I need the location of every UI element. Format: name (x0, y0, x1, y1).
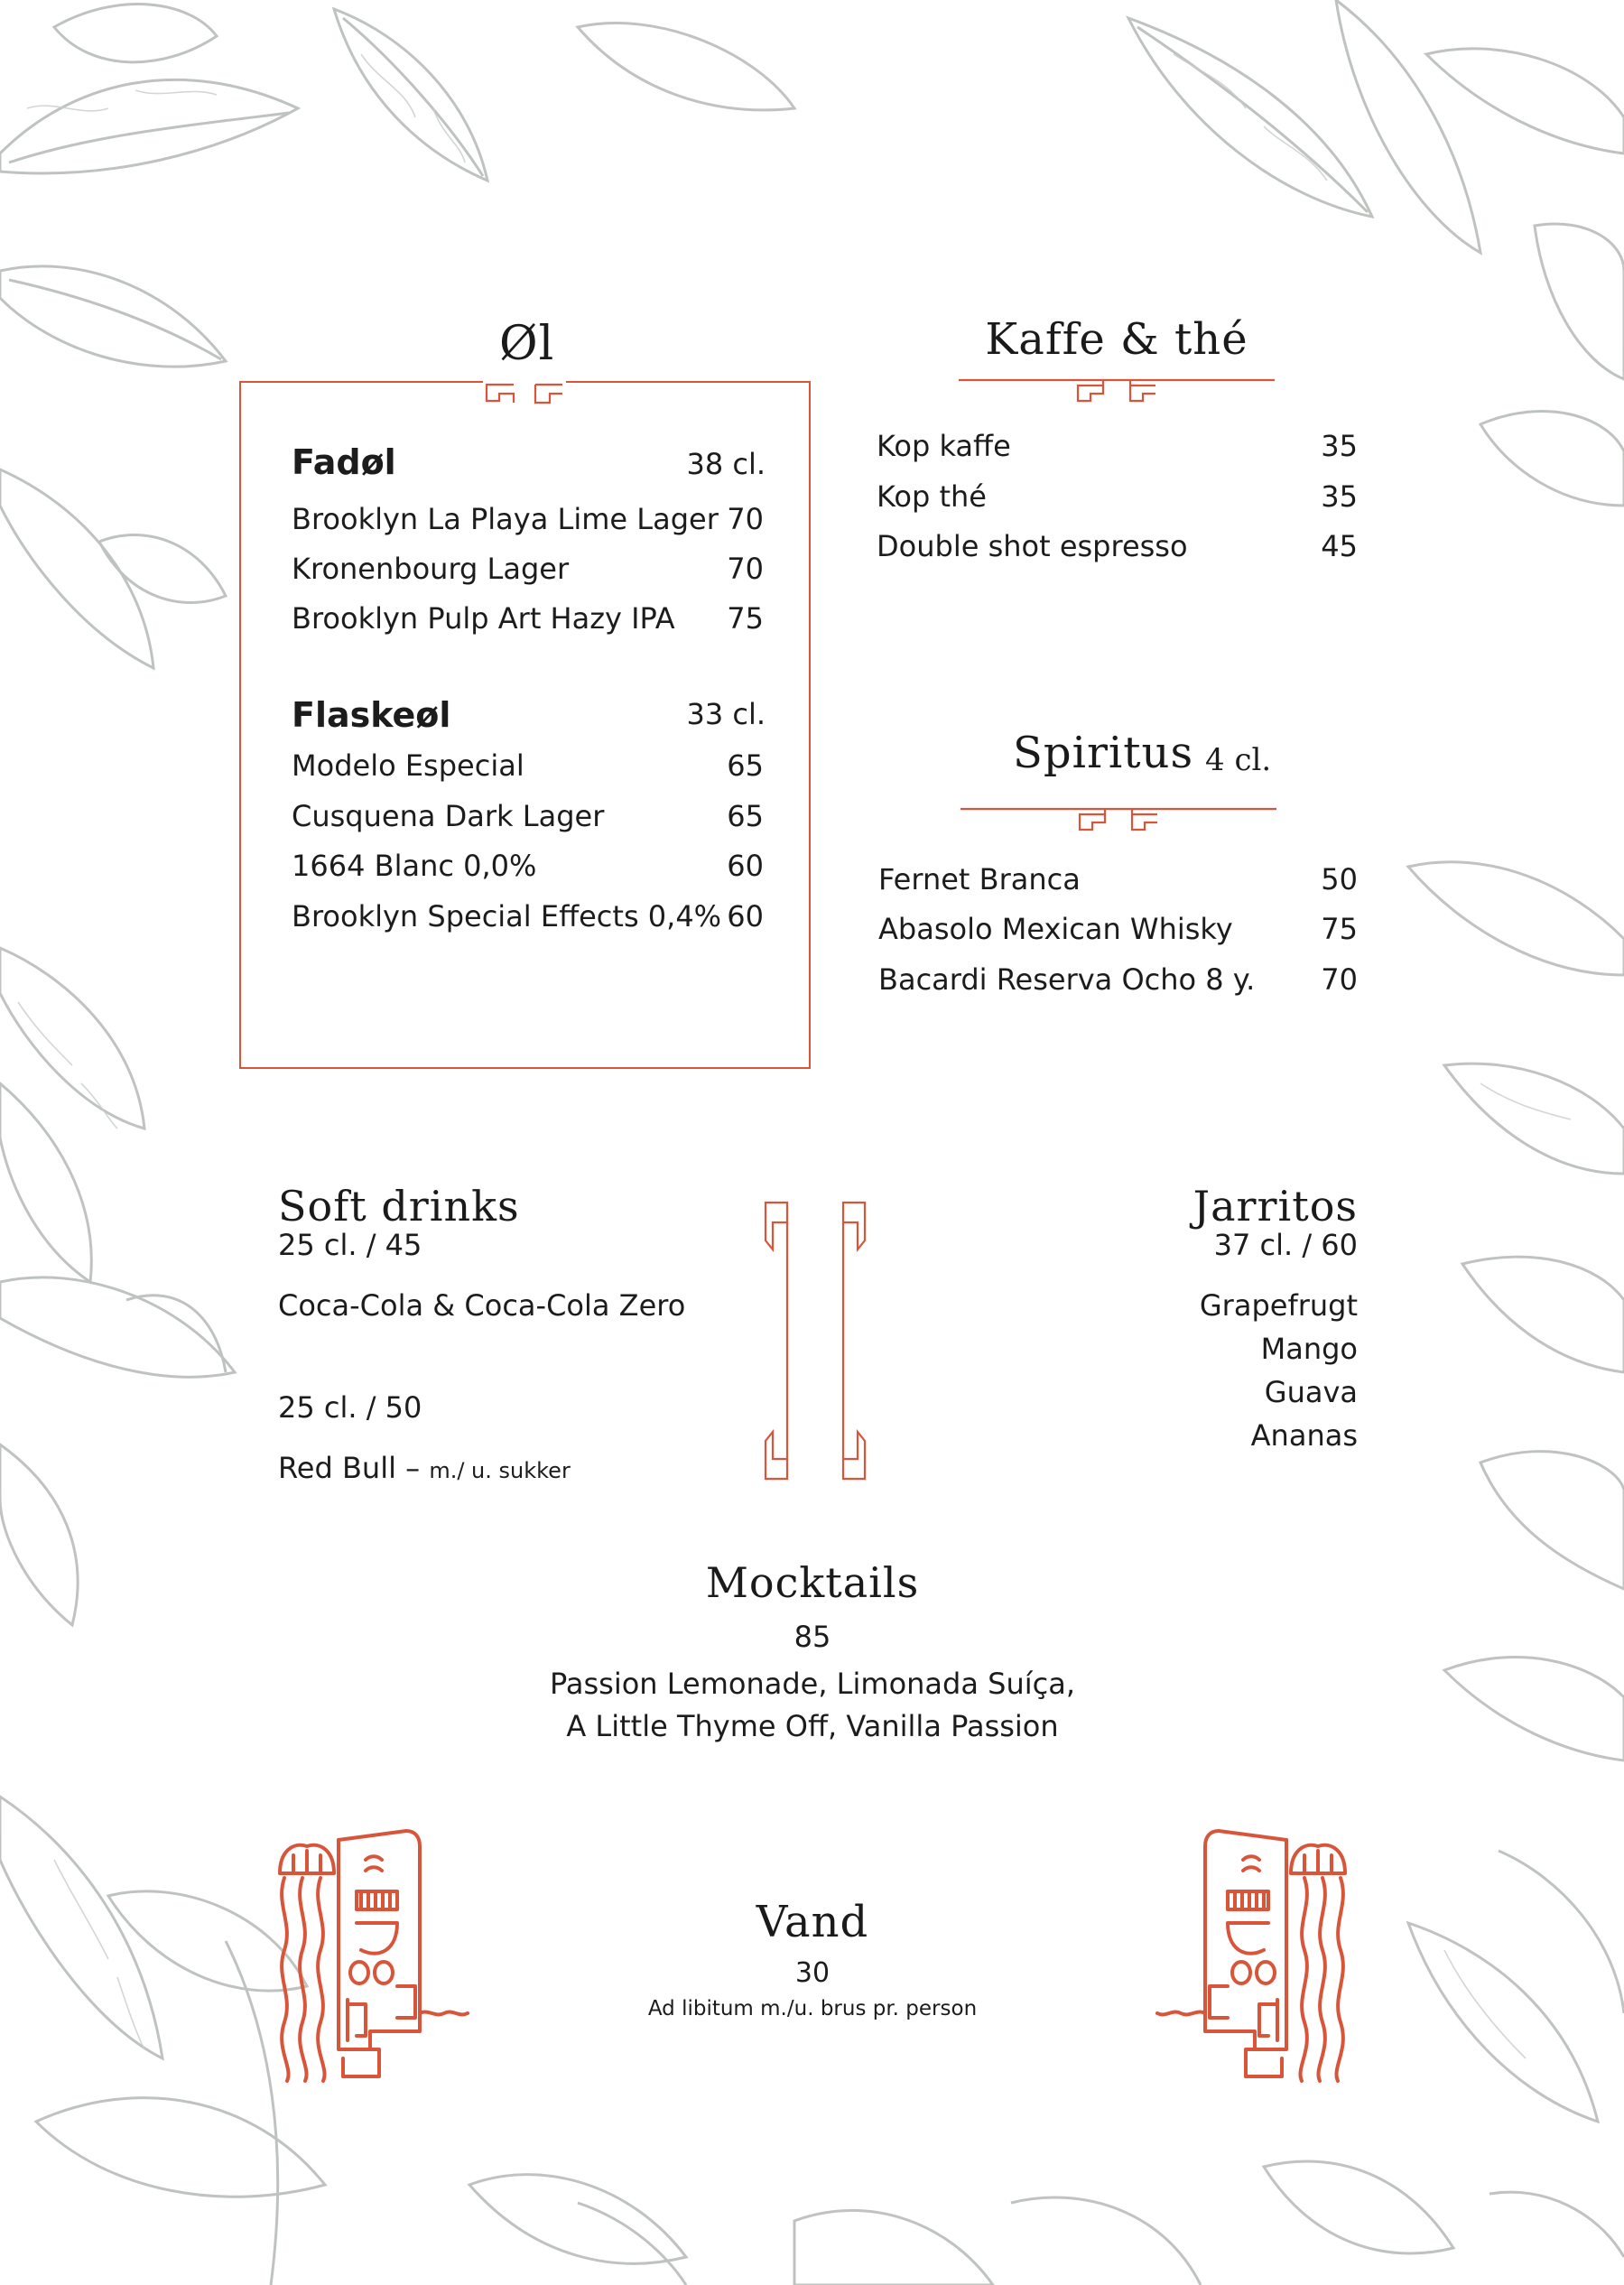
coffee-item-name: Kop thé (877, 479, 987, 514)
coffee-item-name: Double shot espresso (877, 529, 1188, 563)
line-bracket-ornament (959, 377, 1275, 404)
bottled-item-price: 65 (727, 799, 764, 833)
coffee-heading: Kaffe & thé (985, 314, 1248, 365)
draft-item-price: 75 (727, 601, 764, 636)
spirits-size: 4 cl. (1205, 742, 1272, 778)
spirits-item-name: Fernet Branca (878, 862, 1081, 896)
soft-item-redbull-note: m./ u. sukker (429, 1458, 571, 1483)
bracket-ornament (483, 381, 566, 406)
spirits-item-price: 75 (1321, 912, 1358, 946)
coffee-item-price: 35 (1321, 479, 1358, 514)
bottled-item-price: 60 (727, 849, 764, 883)
bottled-item-name: Brooklyn Special Effects 0,4% (292, 899, 722, 934)
bottled-item-name: 1664 Blanc 0,0% (292, 849, 537, 883)
spirits-item-price: 70 (1321, 962, 1358, 997)
coffee-item-price: 35 (1321, 429, 1358, 463)
mocktails-line-1: Passion Lemonade, Limonada Suíça, (550, 1667, 1075, 1701)
draft-item-price: 70 (727, 552, 764, 586)
bottled-title: Flaskeøl (292, 695, 451, 735)
jarritos-item: Grapefrugt (1199, 1288, 1358, 1323)
spirits-heading: Spiritus (1013, 728, 1194, 778)
jarritos-item: Guava (1264, 1375, 1358, 1409)
bottled-item-price: 60 (727, 899, 764, 934)
mocktails-heading: Mocktails (705, 1558, 920, 1607)
draft-item-name: Kronenbourg Lager (292, 552, 570, 586)
soft-item-redbull-label: Red Bull – (278, 1451, 430, 1485)
draft-item-price: 70 (727, 502, 764, 536)
spirits-item-name: Bacardi Reserva Ocho 8 y. (878, 962, 1256, 997)
jarritos-item: Ananas (1250, 1418, 1358, 1453)
tribal-mask-ornament-left (271, 1824, 469, 2085)
spirits-item-name: Abasolo Mexican Whisky (878, 912, 1233, 946)
water-note: Ad libitum m./u. brus pr. person (647, 1997, 978, 2020)
soft-size-2: 25 cl. / 50 (278, 1390, 422, 1425)
spirits-item-price: 50 (1321, 862, 1358, 896)
jarritos-size: 37 cl. / 60 (1213, 1228, 1358, 1262)
soft-item-redbull (278, 1451, 571, 1485)
soft-item-cola: Coca-Cola & Coca-Cola Zero (278, 1288, 686, 1323)
vertical-bracket-ornament (764, 1201, 867, 1481)
draft-title: Fadøl (292, 442, 396, 482)
jarritos-heading: Jarritos (1192, 1182, 1358, 1231)
coffee-item-price: 45 (1321, 529, 1358, 563)
mocktails-line-2: A Little Thyme Off, Vanilla Passion (566, 1709, 1059, 1743)
bottled-item-name: Modelo Especial (292, 748, 524, 783)
soft-heading: Soft drinks (278, 1182, 520, 1231)
tribal-mask-ornament-right (1155, 1824, 1354, 2085)
water-heading: Vand (756, 1897, 869, 1947)
draft-size: 38 cl. (686, 447, 766, 481)
jarritos-item: Mango (1260, 1332, 1358, 1366)
beer-heading: Øl (499, 317, 555, 371)
draft-item-name: Brooklyn La Playa Lime Lager (292, 502, 719, 536)
line-bracket-ornament (960, 806, 1276, 833)
soft-size-1: 25 cl. / 45 (278, 1228, 422, 1262)
bottled-size: 33 cl. (686, 697, 766, 731)
mocktails-price: 85 (793, 1620, 831, 1654)
coffee-item-name: Kop kaffe (877, 429, 1011, 463)
bottled-item-name: Cusquena Dark Lager (292, 799, 605, 833)
draft-item-name: Brooklyn Pulp Art Hazy IPA (292, 601, 675, 636)
water-price: 30 (794, 1957, 831, 1989)
bottled-item-price: 65 (727, 748, 764, 783)
